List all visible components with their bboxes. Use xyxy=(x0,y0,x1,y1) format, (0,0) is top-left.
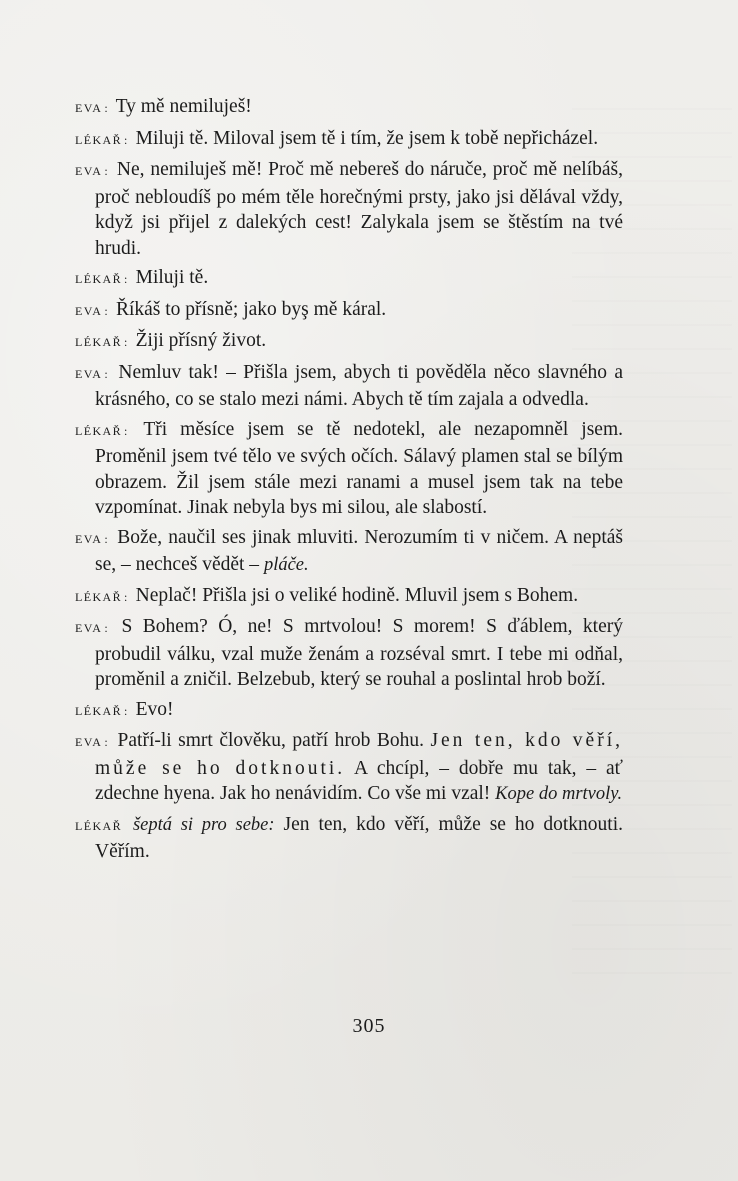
dialogue-entry xyxy=(75,297,623,325)
speaker-colon: : xyxy=(104,101,110,115)
speech-text: S Bohem? Ó, ne! S mrtvolou! S morem! S ďáblem, který probudil válku, vzal muže ženám a rozséval smrt. I tebe mi odňal, proměnil a zničil. Belzebub, který se rouhal a poslintal hrob boží. xyxy=(95,616,623,690)
speech-text: Bože, naučil ses jinak mluviti. Nerozumím ti v ničem. A neptáš se, – nechceš vědět – xyxy=(95,526,623,575)
speech-text: Miluji tě. Miloval jsem tě i tím, že jsem k tobě nepřicházel. xyxy=(135,127,599,149)
speech-text: Ne, nemiluješ mě! Proč mě nebereš do náruče, proč mě nelíbáš, proč nebloudíš po mém těle horečnými prsty, jako jsi dělával vždy, když jsi přijel z dalekých cest! Zalykala jsem se štěstím na tvé hrudi. xyxy=(95,159,624,259)
speaker-colon: : xyxy=(104,164,110,178)
dialogue-entry xyxy=(75,697,623,725)
dialogue-entry xyxy=(75,94,623,122)
dialogue-entry xyxy=(75,728,623,808)
dialogue-entry xyxy=(75,417,623,521)
speech-text: Neplač! Přišla jsi o veliké hodině. Mluvil jsem s Bohem. xyxy=(135,584,579,606)
speech-text: Jen ten, kdo věří, může se ho dotknouti. Věřím. xyxy=(95,813,624,862)
speech-text: Ty mě nemiluješ! xyxy=(115,96,252,117)
speech-text: A chcípl, – dobře mu tak, – ať zdechne hyena. Jak ho nenávidím. Co vše mi vzal! xyxy=(95,757,624,804)
speech-text: Miluji tě. xyxy=(135,267,209,288)
dialogue-entry xyxy=(75,614,623,693)
speech-text: Žiji přísný život. xyxy=(135,330,267,351)
dialogue-entry xyxy=(75,126,623,154)
speaker-name: LÉKAŘ xyxy=(75,589,122,604)
stage-direction: Kope do mrtvoly. xyxy=(495,784,623,804)
speaker-colon: : xyxy=(104,735,110,749)
speaker-name: LÉKAŘ xyxy=(75,132,122,147)
stage-direction: pláče. xyxy=(263,555,309,575)
dialogue-entry xyxy=(75,328,623,356)
speaker-name: LÉKAŘ xyxy=(75,703,122,718)
speaker-name: EVA xyxy=(75,164,103,178)
speaker-name: LÉKAŘ xyxy=(75,423,122,438)
speaker-colon: : xyxy=(124,423,129,438)
page-number: 305 xyxy=(352,1015,386,1037)
dialogue-entry xyxy=(75,157,623,261)
speaker-name: EVA xyxy=(75,735,103,749)
speaker-colon: : xyxy=(104,303,110,318)
speaker-colon: : xyxy=(124,272,129,286)
speaker-name: EVA xyxy=(75,303,103,318)
speaker-colon: : xyxy=(124,132,129,147)
emphasized-speech: Jen ten, kdo věří, xyxy=(430,730,623,751)
speaker-name: LÉKAŘ xyxy=(75,272,122,286)
speech-text: Evo! xyxy=(135,698,174,720)
speaker-colon: : xyxy=(124,703,129,718)
speaker-name: EVA xyxy=(75,621,103,635)
speech-text: Tři měsíce jsem se tě nedotekl, ale nezapomněl jsem. Proměnil jsem tvé tělo ve svých očích. Sálavý plamen stal se bílým obrazem. Žil jsem stále mezi ranami a musel jsem tak na tebe vzpomínat. Jinak nebyla bys mi silou, ale slabostí. xyxy=(95,418,624,518)
dialogue-entry xyxy=(75,812,623,865)
speaker-colon: : xyxy=(104,621,110,635)
dialogue-entry xyxy=(75,525,623,579)
speech-text: Říkáš to přísně; jako byş mě káral. xyxy=(115,298,387,320)
speech-text: Patří-li smrt člověku, patří hrob Bohu. xyxy=(117,730,431,751)
dialogue-entry xyxy=(75,360,623,413)
speaker-name: LÉKAŘ xyxy=(75,335,122,349)
speaker-colon: : xyxy=(124,335,129,349)
dialogue-entry xyxy=(75,583,623,611)
speaker-colon: : xyxy=(104,531,110,546)
speech-text: Nemluv tak! – Přišla jsem, abych ti pověděla něco slavného a krásného, co se stalo mezi námi. Abych tě tím zajala a odvedla. xyxy=(95,361,623,410)
speaker-colon: : xyxy=(104,366,110,381)
dialogue-text xyxy=(75,94,623,869)
stage-direction: šeptá si pro sebe: xyxy=(132,814,275,835)
dialogue-entry xyxy=(75,265,623,293)
speaker-name: EVA xyxy=(75,101,103,115)
emphasized-speech: může se ho dotknouti. xyxy=(95,757,346,779)
speaker-name: EVA xyxy=(75,366,103,381)
speaker-name: EVA xyxy=(75,531,103,546)
speaker-name: LÉKAŘ xyxy=(75,818,122,833)
speaker-colon: : xyxy=(124,589,129,604)
